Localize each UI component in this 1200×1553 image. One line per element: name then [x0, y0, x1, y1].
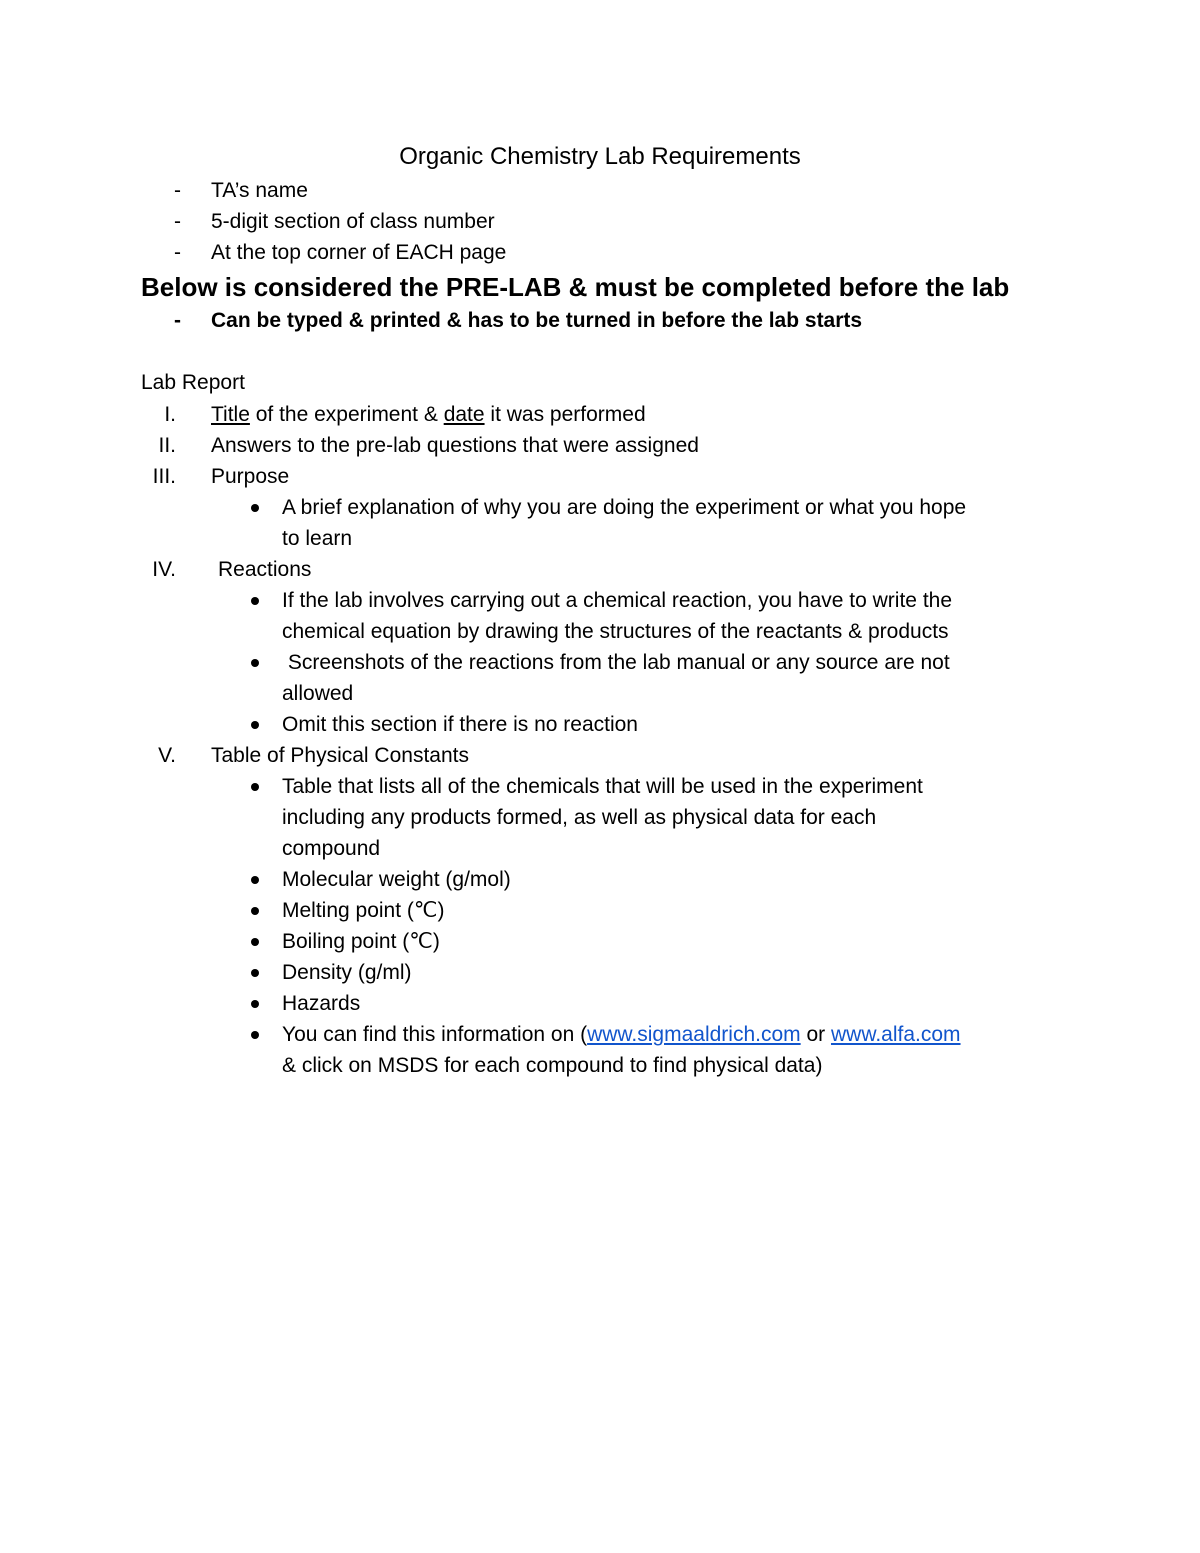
header-item-text: At the top corner of EACH page [211, 241, 507, 264]
bullet-icon [251, 783, 259, 791]
prelab-heading: Below is considered the PRE-LAB & must be completed before the lab [141, 272, 1010, 302]
list-item [0, 647, 1200, 678]
list-item [0, 492, 1200, 523]
list-item-text: compound [282, 837, 381, 860]
list-item-text: Omit this section if there is no reaction [282, 713, 638, 736]
list-item-text: Table that lists all of the chemicals that will be used in the experiment [282, 775, 923, 798]
list-item-text: chemical equation by drawing the structures of the reactants & products [282, 620, 949, 643]
list-item-text: & click on MSDS for each compound to find physical data) [282, 1054, 823, 1077]
list-item-continuation [0, 802, 1200, 833]
info-text-mid: or [800, 1023, 831, 1046]
bullet-icon [251, 504, 259, 512]
list-item-continuation [0, 1050, 1200, 1081]
list-item [0, 926, 1200, 957]
dash-marker: - [174, 241, 181, 264]
list-item [0, 895, 1200, 926]
list-item-text: to learn [282, 527, 353, 550]
section-ii [0, 430, 1200, 461]
bullet-icon [251, 907, 259, 915]
bullet-icon [251, 876, 259, 884]
list-item-text: A brief explanation of why you are doing the experiment or what you hope [282, 496, 967, 519]
bullet-icon [251, 1031, 259, 1039]
dash-marker: - [174, 179, 181, 202]
section-text [211, 399, 646, 430]
section-numeral: II. [158, 434, 176, 457]
list-item-continuation [0, 616, 1200, 647]
list-item [0, 957, 1200, 988]
section-text: Reactions [218, 558, 312, 581]
section-numeral: III. [152, 465, 176, 488]
info-text-pre: You can find this information on ( [282, 1023, 588, 1046]
list-item [0, 988, 1200, 1019]
section-i-mid: of the experiment & [249, 403, 444, 426]
bullet-icon [251, 659, 259, 667]
section-text: Table of Physical Constants [211, 744, 469, 767]
bullet-icon [251, 597, 259, 605]
list-item [0, 864, 1200, 895]
list-item-text: Screenshots of the reactions from the lab manual or any source are not [282, 651, 950, 674]
list-item [0, 1019, 1200, 1050]
list-item-text: including any products formed, as well as physical data for each [282, 806, 877, 829]
list-item-continuation [0, 678, 1200, 709]
bullet-icon [251, 1000, 259, 1008]
section-i [0, 399, 1200, 430]
list-item-text: Density (g/ml) [282, 961, 412, 984]
section-v [0, 740, 1200, 771]
list-item-text: If the lab involves carrying out a chemical reaction, you have to write the [282, 589, 953, 612]
dash-marker: - [174, 210, 181, 233]
list-item-continuation [0, 833, 1200, 864]
page-title: Organic Chemistry Lab Requirements [399, 143, 801, 170]
section-text: Answers to the pre-lab questions that were assigned [211, 434, 699, 457]
list-item [0, 709, 1200, 740]
title-word: Title [211, 403, 250, 426]
list-item-text: Hazards [282, 992, 361, 1015]
bullet-icon [251, 938, 259, 946]
list-item [0, 771, 1200, 802]
prelab-note-text: Can be typed & printed & has to be turned in before the lab starts [211, 309, 863, 332]
sigmaaldrich-link[interactable]: www.sigmaaldrich.com [587, 1023, 801, 1046]
section-iv [0, 554, 1200, 585]
header-item-text: TA’s name [211, 179, 308, 202]
list-item-text: Boiling point (℃) [282, 930, 440, 953]
bullet-icon [251, 721, 259, 729]
alfa-link[interactable]: www.alfa.com [830, 1023, 961, 1046]
header-item-text: 5-digit section of class number [211, 210, 495, 233]
date-word: date [443, 403, 485, 426]
list-item-text [282, 1019, 961, 1050]
section-text: Purpose [211, 465, 290, 488]
section-numeral: V. [158, 744, 176, 767]
lab-report-label: Lab Report [141, 371, 245, 394]
section-numeral: I. [164, 403, 176, 426]
section-numeral: IV. [152, 558, 176, 581]
list-item-continuation [0, 523, 1200, 554]
section-i-tail: it was performed [484, 403, 646, 426]
bullet-icon [251, 969, 259, 977]
list-item-text: Molecular weight (g/mol) [282, 868, 511, 891]
section-iii [0, 461, 1200, 492]
list-item [0, 585, 1200, 616]
list-item-text: allowed [282, 682, 354, 705]
dash-marker: - [174, 309, 181, 332]
list-item-text: Melting point (℃) [282, 899, 445, 922]
